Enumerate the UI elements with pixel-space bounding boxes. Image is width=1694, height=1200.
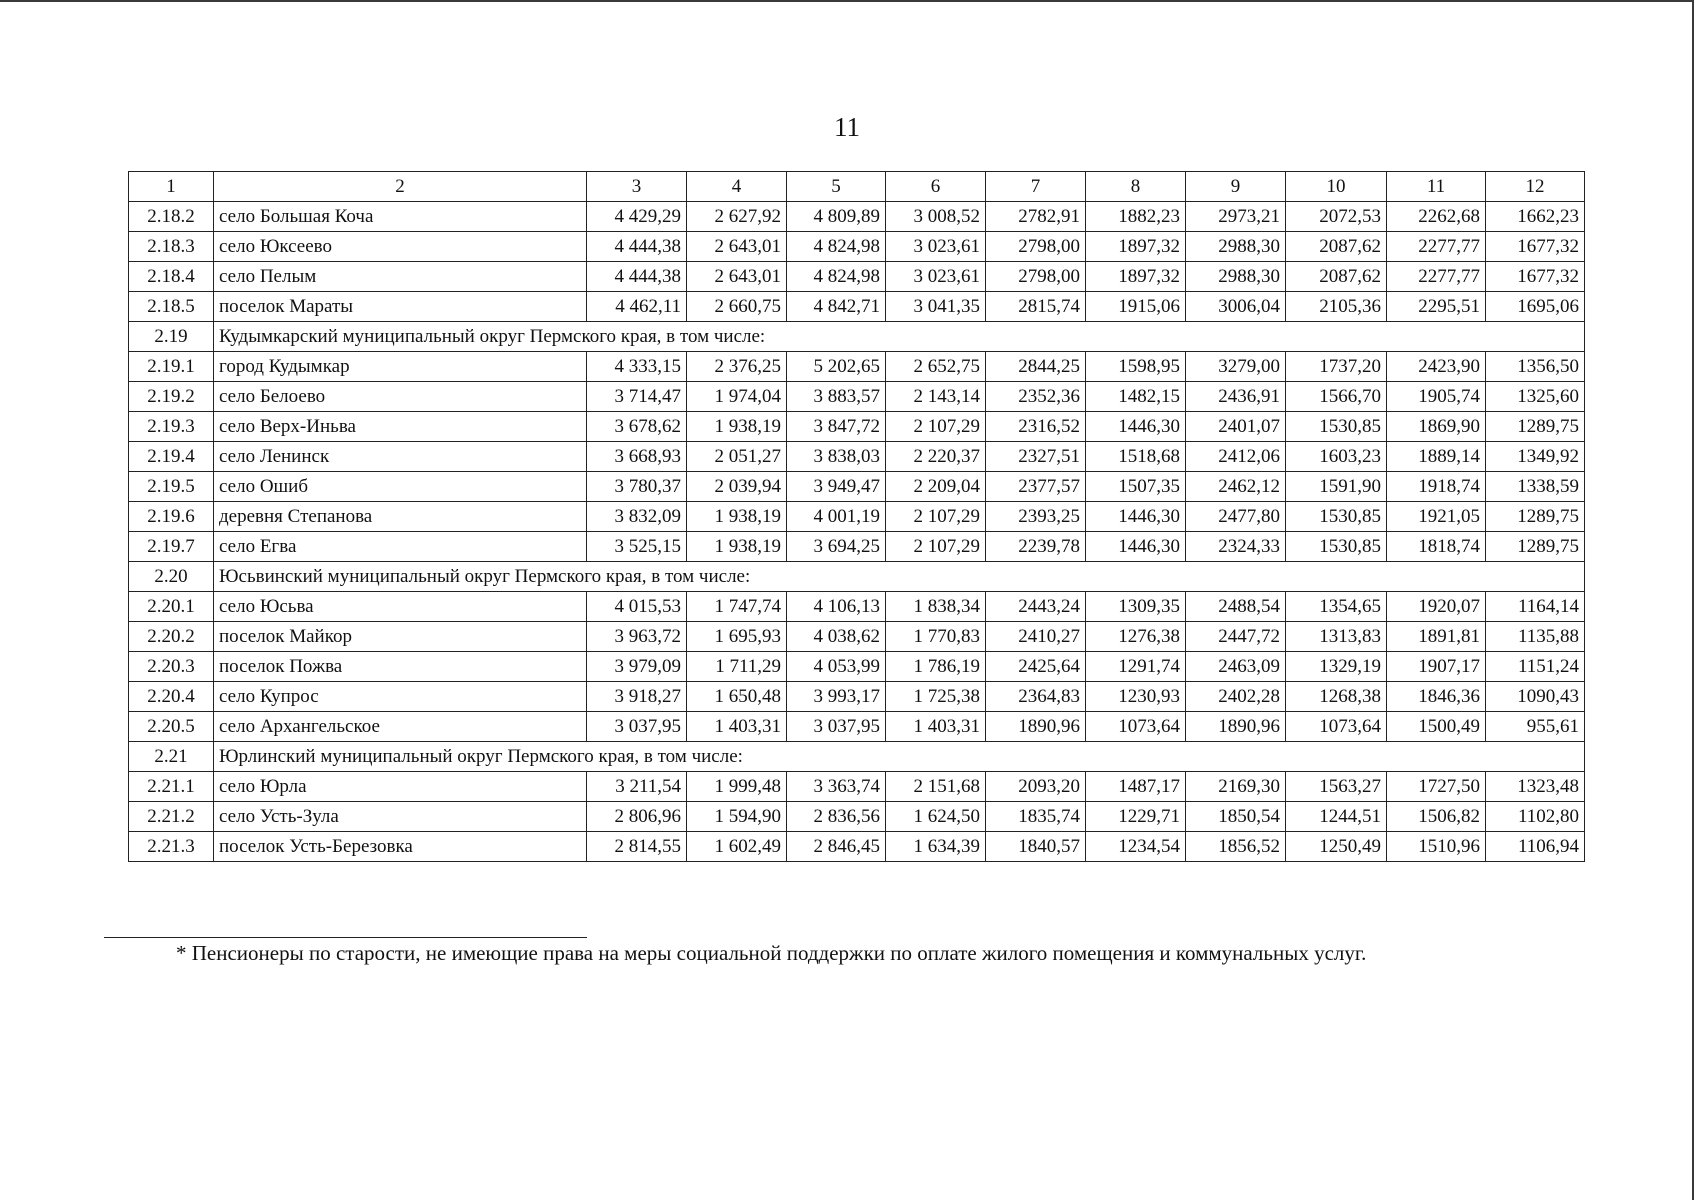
row-code: 2.20.4 [129,682,214,712]
value-cell-col-6: 1 838,34 [886,592,986,622]
value-cell-col-6: 3 023,61 [886,232,986,262]
value-cell-col-10: 1073,64 [1286,712,1387,742]
value-cell-col-12: 1325,60 [1486,382,1585,412]
value-cell-col-10: 1313,83 [1286,622,1387,652]
row-code: 2.19 [129,322,214,352]
table-row [129,292,1585,322]
value-cell-col-3: 3 979,09 [587,652,687,682]
value-cell-col-4: 1 938,19 [687,532,787,562]
value-cell-col-3: 3 780,37 [587,472,687,502]
value-cell-col-12: 955,61 [1486,712,1585,742]
value-cell-col-6: 2 107,29 [886,532,986,562]
value-cell-col-5: 4 106,13 [787,592,886,622]
value-cell-col-5: 2 846,45 [787,832,886,862]
value-cell-col-10: 1268,38 [1286,682,1387,712]
value-cell-col-11: 1846,36 [1387,682,1486,712]
settlement-name: поселок Усть-Березовка [214,832,587,862]
value-cell-col-4: 2 039,94 [687,472,787,502]
scan-edge-top [0,0,1694,2]
value-cell-col-7: 2443,24 [986,592,1086,622]
settlement-name: поселок Пожва [214,652,587,682]
row-code: 2.18.2 [129,202,214,232]
value-cell-col-9: 2436,91 [1186,382,1286,412]
table-row [129,262,1585,292]
value-cell-col-12: 1677,32 [1486,232,1585,262]
rates-table [128,171,1585,862]
table-row [129,652,1585,682]
value-cell-col-9: 2988,30 [1186,232,1286,262]
column-header: 4 [687,172,787,202]
value-cell-col-9: 1856,52 [1186,832,1286,862]
column-header: 8 [1086,172,1186,202]
value-cell-col-4: 2 627,92 [687,202,787,232]
value-cell-col-6: 2 220,37 [886,442,986,472]
value-cell-col-8: 1446,30 [1086,502,1186,532]
settlement-name: село Ошиб [214,472,587,502]
value-cell-col-12: 1135,88 [1486,622,1585,652]
value-cell-col-7: 1835,74 [986,802,1086,832]
table-row [129,532,1585,562]
value-cell-col-3: 4 462,11 [587,292,687,322]
page-number: 11 [834,112,860,142]
value-cell-col-9: 3006,04 [1186,292,1286,322]
value-cell-col-12: 1677,32 [1486,262,1585,292]
column-header: 3 [587,172,687,202]
value-cell-col-11: 1907,17 [1387,652,1486,682]
value-cell-col-12: 1349,92 [1486,442,1585,472]
value-cell-col-5: 3 883,57 [787,382,886,412]
column-header: 2 [214,172,587,202]
value-cell-col-5: 3 363,74 [787,772,886,802]
value-cell-col-8: 1230,93 [1086,682,1186,712]
value-cell-col-11: 1818,74 [1387,532,1486,562]
value-cell-col-7: 2377,57 [986,472,1086,502]
value-cell-col-4: 2 376,25 [687,352,787,382]
row-code: 2.20.1 [129,592,214,622]
settlement-name: поселок Мараты [214,292,587,322]
value-cell-col-7: 2425,64 [986,652,1086,682]
value-cell-col-4: 2 643,01 [687,232,787,262]
value-cell-col-3: 4 333,15 [587,352,687,382]
value-cell-col-4: 1 938,19 [687,412,787,442]
value-cell-col-7: 2798,00 [986,262,1086,292]
row-code: 2.21.2 [129,802,214,832]
row-code: 2.20.5 [129,712,214,742]
table-row [129,502,1585,532]
settlement-name: село Юксеево [214,232,587,262]
value-cell-col-8: 1482,15 [1086,382,1186,412]
value-cell-col-11: 1920,07 [1387,592,1486,622]
value-cell-col-10: 1566,70 [1286,382,1387,412]
value-cell-col-5: 4 824,98 [787,262,886,292]
value-cell-col-9: 2402,28 [1186,682,1286,712]
value-cell-col-5: 4 824,98 [787,232,886,262]
value-cell-col-12: 1695,06 [1486,292,1585,322]
value-cell-col-3: 4 444,38 [587,232,687,262]
value-cell-col-11: 2262,68 [1387,202,1486,232]
value-cell-col-3: 3 963,72 [587,622,687,652]
value-cell-col-9: 2169,30 [1186,772,1286,802]
table-row [129,712,1585,742]
value-cell-col-7: 2364,83 [986,682,1086,712]
value-cell-col-12: 1164,14 [1486,592,1585,622]
table-body [129,202,1585,862]
value-cell-col-5: 3 993,17 [787,682,886,712]
value-cell-col-4: 1 650,48 [687,682,787,712]
row-code: 2.21.3 [129,832,214,862]
row-code: 2.19.1 [129,352,214,382]
value-cell-col-6: 1 634,39 [886,832,986,862]
footnote: * Пенсионеры по старости, не имеющие права на меры социальной поддержки по оплате жилого помещения и коммунальных услуг. [176,941,1367,965]
value-cell-col-12: 1662,23 [1486,202,1585,232]
value-cell-col-7: 2844,25 [986,352,1086,382]
value-cell-col-3: 3 918,27 [587,682,687,712]
column-header: 12 [1486,172,1585,202]
value-cell-col-11: 1905,74 [1387,382,1486,412]
table-row [129,592,1585,622]
row-code: 2.19.3 [129,412,214,442]
header-row [129,172,1585,202]
value-cell-col-6: 3 023,61 [886,262,986,292]
value-cell-col-11: 1921,05 [1387,502,1486,532]
table-row [129,682,1585,712]
value-cell-col-8: 1229,71 [1086,802,1186,832]
row-code: 2.20 [129,562,214,592]
value-cell-col-10: 2087,62 [1286,262,1387,292]
settlement-name: село Егва [214,532,587,562]
value-cell-col-6: 1 403,31 [886,712,986,742]
value-cell-col-12: 1106,94 [1486,832,1585,862]
group-name: Юсьвинский муниципальный округ Пермского края, в том числе: [214,562,1585,592]
table-row [129,382,1585,412]
value-cell-col-4: 1 594,90 [687,802,787,832]
value-cell-col-11: 2277,77 [1387,262,1486,292]
value-cell-col-9: 1890,96 [1186,712,1286,742]
row-code: 2.21 [129,742,214,772]
value-cell-col-3: 3 678,62 [587,412,687,442]
value-cell-col-5: 3 694,25 [787,532,886,562]
table-row [129,472,1585,502]
value-cell-col-5: 3 037,95 [787,712,886,742]
value-cell-col-8: 1234,54 [1086,832,1186,862]
value-cell-col-6: 1 786,19 [886,652,986,682]
value-cell-col-12: 1289,75 [1486,502,1585,532]
value-cell-col-9: 2973,21 [1186,202,1286,232]
value-cell-col-4: 1 403,31 [687,712,787,742]
value-cell-col-5: 4 001,19 [787,502,886,532]
value-cell-col-9: 2488,54 [1186,592,1286,622]
row-code: 2.19.2 [129,382,214,412]
value-cell-col-9: 2324,33 [1186,532,1286,562]
table-row [129,352,1585,382]
value-cell-col-9: 3279,00 [1186,352,1286,382]
value-cell-col-12: 1102,80 [1486,802,1585,832]
value-cell-col-10: 1737,20 [1286,352,1387,382]
value-cell-col-8: 1598,95 [1086,352,1186,382]
value-cell-col-8: 1291,74 [1086,652,1186,682]
row-code: 2.18.5 [129,292,214,322]
value-cell-col-12: 1090,43 [1486,682,1585,712]
value-cell-col-11: 1891,81 [1387,622,1486,652]
value-cell-col-12: 1323,48 [1486,772,1585,802]
value-cell-col-4: 2 643,01 [687,262,787,292]
value-cell-col-10: 1591,90 [1286,472,1387,502]
value-cell-col-4: 1 999,48 [687,772,787,802]
value-cell-col-11: 1506,82 [1387,802,1486,832]
value-cell-col-6: 2 151,68 [886,772,986,802]
table-row [129,412,1585,442]
table-row [129,802,1585,832]
column-header: 10 [1286,172,1387,202]
value-cell-col-11: 2423,90 [1387,352,1486,382]
row-code: 2.18.4 [129,262,214,292]
settlement-name: деревня Степанова [214,502,587,532]
value-cell-col-6: 3 041,35 [886,292,986,322]
value-cell-col-9: 2412,06 [1186,442,1286,472]
value-cell-col-11: 1889,14 [1387,442,1486,472]
value-cell-col-7: 2352,36 [986,382,1086,412]
group-name: Юрлинский муниципальный округ Пермского края, в том числе: [214,742,1585,772]
column-header: 7 [986,172,1086,202]
table-row [129,232,1585,262]
value-cell-col-4: 1 695,93 [687,622,787,652]
value-cell-col-3: 4 429,29 [587,202,687,232]
value-cell-col-7: 2093,20 [986,772,1086,802]
settlement-name: село Юсьва [214,592,587,622]
column-header: 9 [1186,172,1286,202]
value-cell-col-3: 3 668,93 [587,442,687,472]
settlement-name: поселок Майкор [214,622,587,652]
value-cell-col-5: 2 836,56 [787,802,886,832]
value-cell-col-10: 2105,36 [1286,292,1387,322]
value-cell-col-5: 4 842,71 [787,292,886,322]
value-cell-col-5: 3 847,72 [787,412,886,442]
table-row [129,202,1585,232]
table-row [129,622,1585,652]
value-cell-col-6: 2 107,29 [886,412,986,442]
row-code: 2.19.7 [129,532,214,562]
value-cell-col-7: 2327,51 [986,442,1086,472]
value-cell-col-11: 2295,51 [1387,292,1486,322]
value-cell-col-8: 1487,17 [1086,772,1186,802]
value-cell-col-7: 1890,96 [986,712,1086,742]
value-cell-col-7: 2798,00 [986,232,1086,262]
group-row [129,322,1585,352]
value-cell-col-3: 4 015,53 [587,592,687,622]
value-cell-col-12: 1151,24 [1486,652,1585,682]
value-cell-col-5: 3 838,03 [787,442,886,472]
value-cell-col-8: 1446,30 [1086,532,1186,562]
value-cell-col-12: 1338,59 [1486,472,1585,502]
value-cell-col-3: 3 037,95 [587,712,687,742]
value-cell-col-8: 1882,23 [1086,202,1186,232]
table-row [129,772,1585,802]
settlement-name: село Ленинск [214,442,587,472]
column-header: 1 [129,172,214,202]
value-cell-col-4: 1 747,74 [687,592,787,622]
value-cell-col-11: 1510,96 [1387,832,1486,862]
value-cell-col-10: 1530,85 [1286,502,1387,532]
table-row [129,832,1585,862]
column-header: 6 [886,172,986,202]
group-row [129,562,1585,592]
value-cell-col-3: 2 814,55 [587,832,687,862]
value-cell-col-10: 1603,23 [1286,442,1387,472]
value-cell-col-6: 2 143,14 [886,382,986,412]
value-cell-col-7: 2410,27 [986,622,1086,652]
value-cell-col-5: 3 949,47 [787,472,886,502]
value-cell-col-9: 2463,09 [1186,652,1286,682]
value-cell-col-4: 2 051,27 [687,442,787,472]
settlement-name: село Купрос [214,682,587,712]
value-cell-col-7: 2393,25 [986,502,1086,532]
value-cell-col-8: 1446,30 [1086,412,1186,442]
value-cell-col-7: 2815,74 [986,292,1086,322]
value-cell-col-8: 1507,35 [1086,472,1186,502]
value-cell-col-10: 1354,65 [1286,592,1387,622]
row-code: 2.20.2 [129,622,214,652]
value-cell-col-3: 2 806,96 [587,802,687,832]
settlement-name: село Юрла [214,772,587,802]
value-cell-col-4: 1 938,19 [687,502,787,532]
column-header: 5 [787,172,886,202]
value-cell-col-10: 1530,85 [1286,412,1387,442]
value-cell-col-7: 1840,57 [986,832,1086,862]
settlement-name: город Кудымкар [214,352,587,382]
footnote-divider [104,937,587,938]
value-cell-col-4: 1 974,04 [687,382,787,412]
value-cell-col-12: 1289,75 [1486,532,1585,562]
value-cell-col-3: 3 525,15 [587,532,687,562]
value-cell-col-12: 1356,50 [1486,352,1585,382]
value-cell-col-11: 1727,50 [1387,772,1486,802]
value-cell-col-11: 1500,49 [1387,712,1486,742]
value-cell-col-10: 1250,49 [1286,832,1387,862]
value-cell-col-8: 1897,32 [1086,232,1186,262]
value-cell-col-12: 1289,75 [1486,412,1585,442]
column-header: 11 [1387,172,1486,202]
table-row [129,442,1585,472]
value-cell-col-3: 3 832,09 [587,502,687,532]
settlement-name: село Большая Коча [214,202,587,232]
value-cell-col-6: 1 770,83 [886,622,986,652]
settlement-name: село Верх-Иньва [214,412,587,442]
value-cell-col-4: 2 660,75 [687,292,787,322]
value-cell-col-11: 2277,77 [1387,232,1486,262]
value-cell-col-6: 2 652,75 [886,352,986,382]
value-cell-col-10: 1329,19 [1286,652,1387,682]
value-cell-col-4: 1 602,49 [687,832,787,862]
value-cell-col-8: 1073,64 [1086,712,1186,742]
value-cell-col-9: 1850,54 [1186,802,1286,832]
value-cell-col-3: 4 444,38 [587,262,687,292]
value-cell-col-9: 2447,72 [1186,622,1286,652]
value-cell-col-5: 4 809,89 [787,202,886,232]
row-code: 2.21.1 [129,772,214,802]
group-name: Кудымкарский муниципальный округ Пермского края, в том числе: [214,322,1585,352]
value-cell-col-8: 1915,06 [1086,292,1186,322]
settlement-name: село Усть-Зула [214,802,587,832]
value-cell-col-9: 2477,80 [1186,502,1286,532]
value-cell-col-10: 1244,51 [1286,802,1387,832]
row-code: 2.19.4 [129,442,214,472]
settlement-name: село Белоево [214,382,587,412]
value-cell-col-7: 2782,91 [986,202,1086,232]
row-code: 2.20.3 [129,652,214,682]
value-cell-col-11: 1869,90 [1387,412,1486,442]
row-code: 2.19.5 [129,472,214,502]
value-cell-col-3: 3 211,54 [587,772,687,802]
value-cell-col-8: 1276,38 [1086,622,1186,652]
value-cell-col-8: 1897,32 [1086,262,1186,292]
value-cell-col-7: 2239,78 [986,532,1086,562]
group-row [129,742,1585,772]
value-cell-col-6: 1 725,38 [886,682,986,712]
value-cell-col-4: 1 711,29 [687,652,787,682]
settlement-name: село Пелым [214,262,587,292]
value-cell-col-3: 3 714,47 [587,382,687,412]
value-cell-col-6: 3 008,52 [886,202,986,232]
value-cell-col-10: 2087,62 [1286,232,1387,262]
value-cell-col-10: 1530,85 [1286,532,1387,562]
value-cell-col-9: 2401,07 [1186,412,1286,442]
value-cell-col-5: 5 202,65 [787,352,886,382]
value-cell-col-10: 2072,53 [1286,202,1387,232]
value-cell-col-6: 1 624,50 [886,802,986,832]
value-cell-col-7: 2316,52 [986,412,1086,442]
row-code: 2.18.3 [129,232,214,262]
settlement-name: село Архангельское [214,712,587,742]
value-cell-col-9: 2988,30 [1186,262,1286,292]
value-cell-col-9: 2462,12 [1186,472,1286,502]
row-code: 2.19.6 [129,502,214,532]
value-cell-col-6: 2 209,04 [886,472,986,502]
value-cell-col-5: 4 053,99 [787,652,886,682]
value-cell-col-10: 1563,27 [1286,772,1387,802]
value-cell-col-5: 4 038,62 [787,622,886,652]
value-cell-col-8: 1518,68 [1086,442,1186,472]
value-cell-col-11: 1918,74 [1387,472,1486,502]
value-cell-col-6: 2 107,29 [886,502,986,532]
value-cell-col-8: 1309,35 [1086,592,1186,622]
